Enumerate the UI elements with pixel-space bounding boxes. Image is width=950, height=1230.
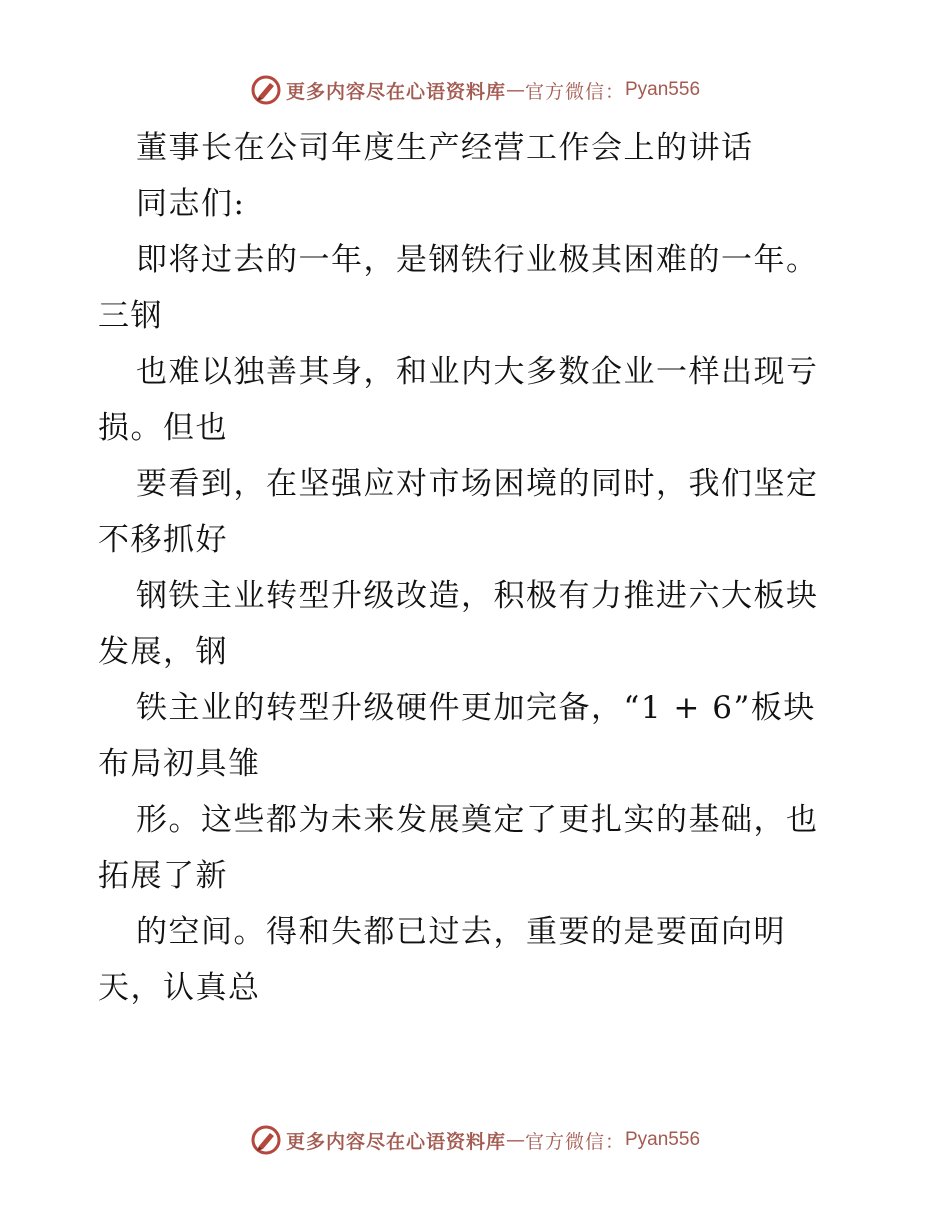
body-line: 形。这些都为未来发展奠定了更扎实的基础，也 xyxy=(136,802,819,838)
body-line: 损。但也 xyxy=(98,410,228,446)
salutation: 同志们: xyxy=(136,186,246,222)
body-line: 三钢 xyxy=(98,298,163,334)
header-wechat-id: Pyan556 xyxy=(625,79,701,100)
pen-logo-icon xyxy=(250,74,282,106)
body-line: 即将过去的一年，是钢铁行业极其困难的一年。 xyxy=(136,242,819,278)
document-title: 董事长在公司年度生产经营工作会上的讲话 xyxy=(136,130,754,166)
footer-banner xyxy=(0,1120,950,1160)
document-body xyxy=(98,120,858,1016)
footer-brand-text: 更多内容尽在心语资料库 xyxy=(285,1130,506,1153)
footer-dash: — xyxy=(505,1129,525,1151)
header-dash: — xyxy=(505,79,525,101)
body-line: 的空间。得和失都已过去，重要的是要面向明 xyxy=(136,914,786,950)
body-line: 拓展了新 xyxy=(98,858,228,894)
body-line: 天，认真总 xyxy=(98,970,261,1006)
body-line: 不移抓好 xyxy=(98,522,228,558)
pen-logo-icon xyxy=(250,1124,282,1156)
header-wechat-label: 官方微信： xyxy=(524,80,625,103)
body-line: 发展，钢 xyxy=(98,634,228,670)
body-line: 钢铁主业转型升级改造，积极有力推进六大板块 xyxy=(136,578,819,614)
body-line: 铁主业的转型升级硬件更加完备，“1 + 6”板块 xyxy=(136,690,816,726)
header-brand-text: 更多内容尽在心语资料库 xyxy=(285,80,506,103)
body-line: 也难以独善其身，和业内大多数企业一样出现亏 xyxy=(136,354,819,390)
body-line: 要看到，在坚强应对市场困境的同时，我们坚定 xyxy=(136,466,819,502)
body-line: 布局初具雏 xyxy=(98,746,261,782)
header-banner xyxy=(0,70,950,110)
footer-wechat-id: Pyan556 xyxy=(625,1129,701,1150)
footer-wechat-label: 官方微信： xyxy=(524,1130,625,1153)
